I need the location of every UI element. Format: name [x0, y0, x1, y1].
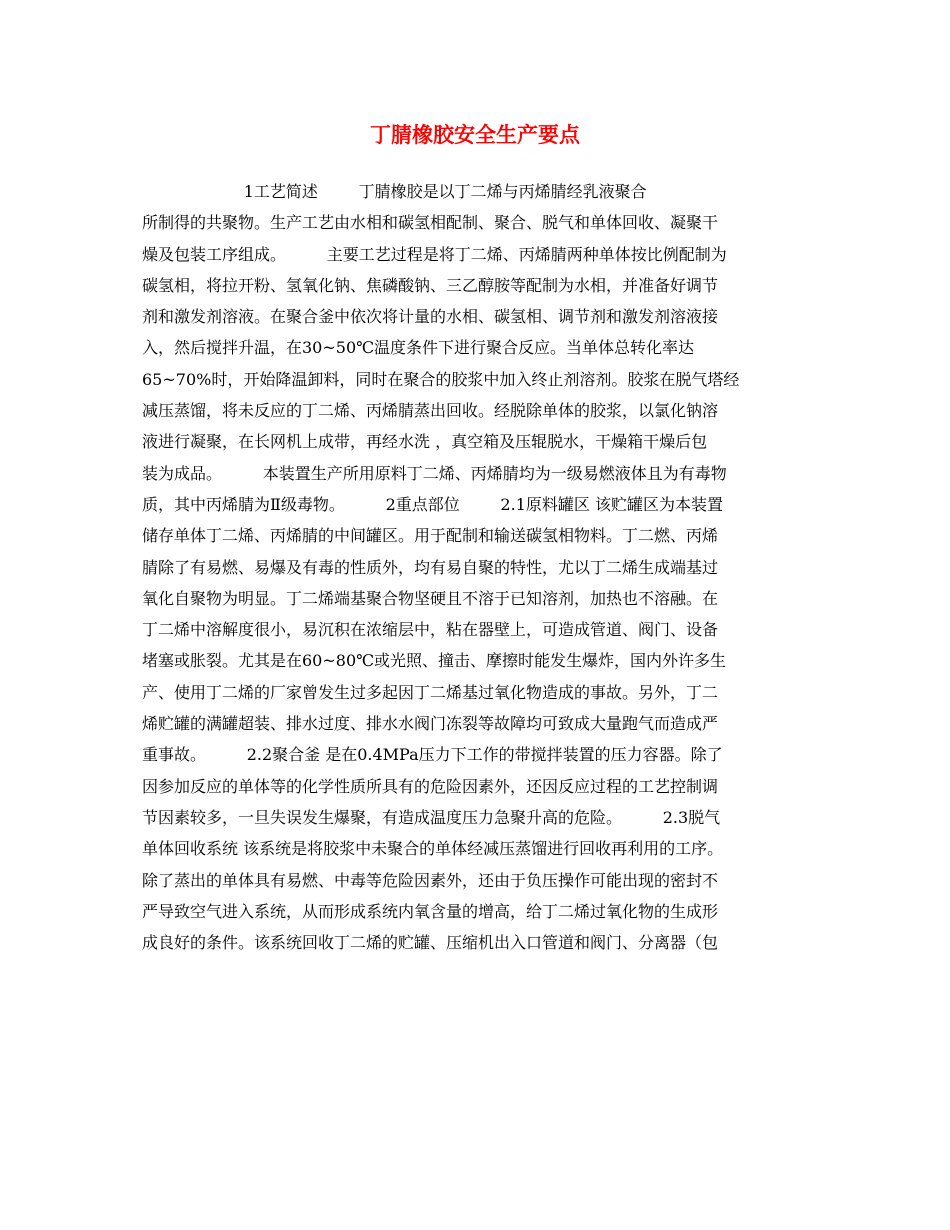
- body-line: 腈除了有易燃、易爆及有毒的性质外，均有易自聚的特性，尤以丁二烯生成端基过: [142, 557, 719, 577]
- body-line: 减压蒸馏，将未反应的丁二烯、丙烯腈蒸出回收。经脱除单体的胶浆，以氯化钠溶: [142, 401, 719, 421]
- body-line: 单体回收系统 该系统是将胶浆中未聚合的单体经减压蒸馏进行回收再利用的工序。: [142, 839, 724, 859]
- body-line: 液进行凝聚，在长网机上成带，再经水洗 ，真空箱及压辊脱水，干燥箱干燥后包: [142, 432, 708, 452]
- body-line: 燥及包装工序组成。 主要工艺过程是将丁二烯、丙烯腈两种单体按比例配制为: [142, 244, 727, 264]
- body-line: 1工艺简述 丁腈橡胶是以丁二烯与丙烯腈经乳液聚合: [142, 182, 647, 201]
- body-line: 氧化自聚物为明显。丁二烯端基聚合物坚硬且不溶于已知溶剂，加热也不溶融。在: [142, 588, 719, 608]
- body-line: 节因素较多，一旦失误发生爆聚，有造成温度压力急聚升高的危险。 2.3脱气: [142, 807, 721, 827]
- body-line: 成良好的条件。该系统回收丁二烯的贮罐、压缩机出入口管道和阀门、分离器（包: [142, 933, 719, 953]
- body-line: 65~70%时，开始降温卸料，同时在聚合的胶浆中加入终止剂溶剂。胶浆在脱气塔经: [142, 369, 740, 389]
- document-body: [142, 176, 822, 958]
- body-line: 重事故。 2.2聚合釜 是在0.4MPa压力下工作的带搅拌装置的压力容器。除了: [142, 745, 723, 765]
- body-line: 装为成品。 本装置生产所用原料丁二烯、丙烯腈均为一级易燃液体且为有毒物: [142, 463, 727, 483]
- document-title: 丁腈橡胶安全生产要点: [370, 123, 580, 147]
- body-line: 丁二烯中溶解度很小，易沉积在浓缩层中，粘在器壁上，可造成管道、阀门、设备: [142, 620, 719, 640]
- body-line: 入，然后搅拌升温，在30~50℃温度条件下进行聚合反应。当单体总转化率达: [142, 338, 695, 358]
- body-line: 严导致空气进入系统，从而形成系统内氧含量的增高，给丁二烯过氧化物的生成形: [142, 901, 719, 921]
- body-line: 因参加反应的单体等的化学性质所具有的危险因素外，还因反应过程的工艺控制调: [142, 776, 719, 796]
- body-line: 储存单体丁二烯、丙烯腈的中间罐区。用于配制和输送碳氢相物料。丁二燃、丙烯: [142, 526, 719, 546]
- body-line: 堵塞或胀裂。尤其是在60~80℃或光照、撞击、摩擦时能发生爆炸，国内外许多生: [142, 651, 727, 671]
- body-line: 产、使用丁二烯的厂家曾发生过多起因丁二烯基过氧化物造成的事故。另外，丁二: [142, 682, 719, 702]
- body-line: 质，其中丙烯腈为Ⅱ级毒物。 2重点部位 2.1原料罐区 该贮罐区为本装置: [142, 494, 723, 514]
- body-line: 所制得的共聚物。生产工艺由水相和碳氢相配制、聚合、脱气和单体回收、凝聚干: [142, 213, 719, 233]
- body-line: 除了蒸出的单体具有易燃、中毒等危险因素外，还由于负压操作可能出现的密封不: [142, 870, 719, 890]
- body-line: 剂和激发剂溶液。在聚合釜中依次将计量的水相、碳氢相、调节剂和激发剂溶液接: [142, 307, 719, 327]
- body-line: 烯贮罐的满罐超装、排水过度、排水水阀门冻裂等故障均可致成大量跑气而造成严: [142, 714, 719, 734]
- body-line: 碳氢相，将拉开粉、氢氧化钠、焦磷酸钠、三乙醇胺等配制为水相，并准备好调节: [142, 275, 719, 295]
